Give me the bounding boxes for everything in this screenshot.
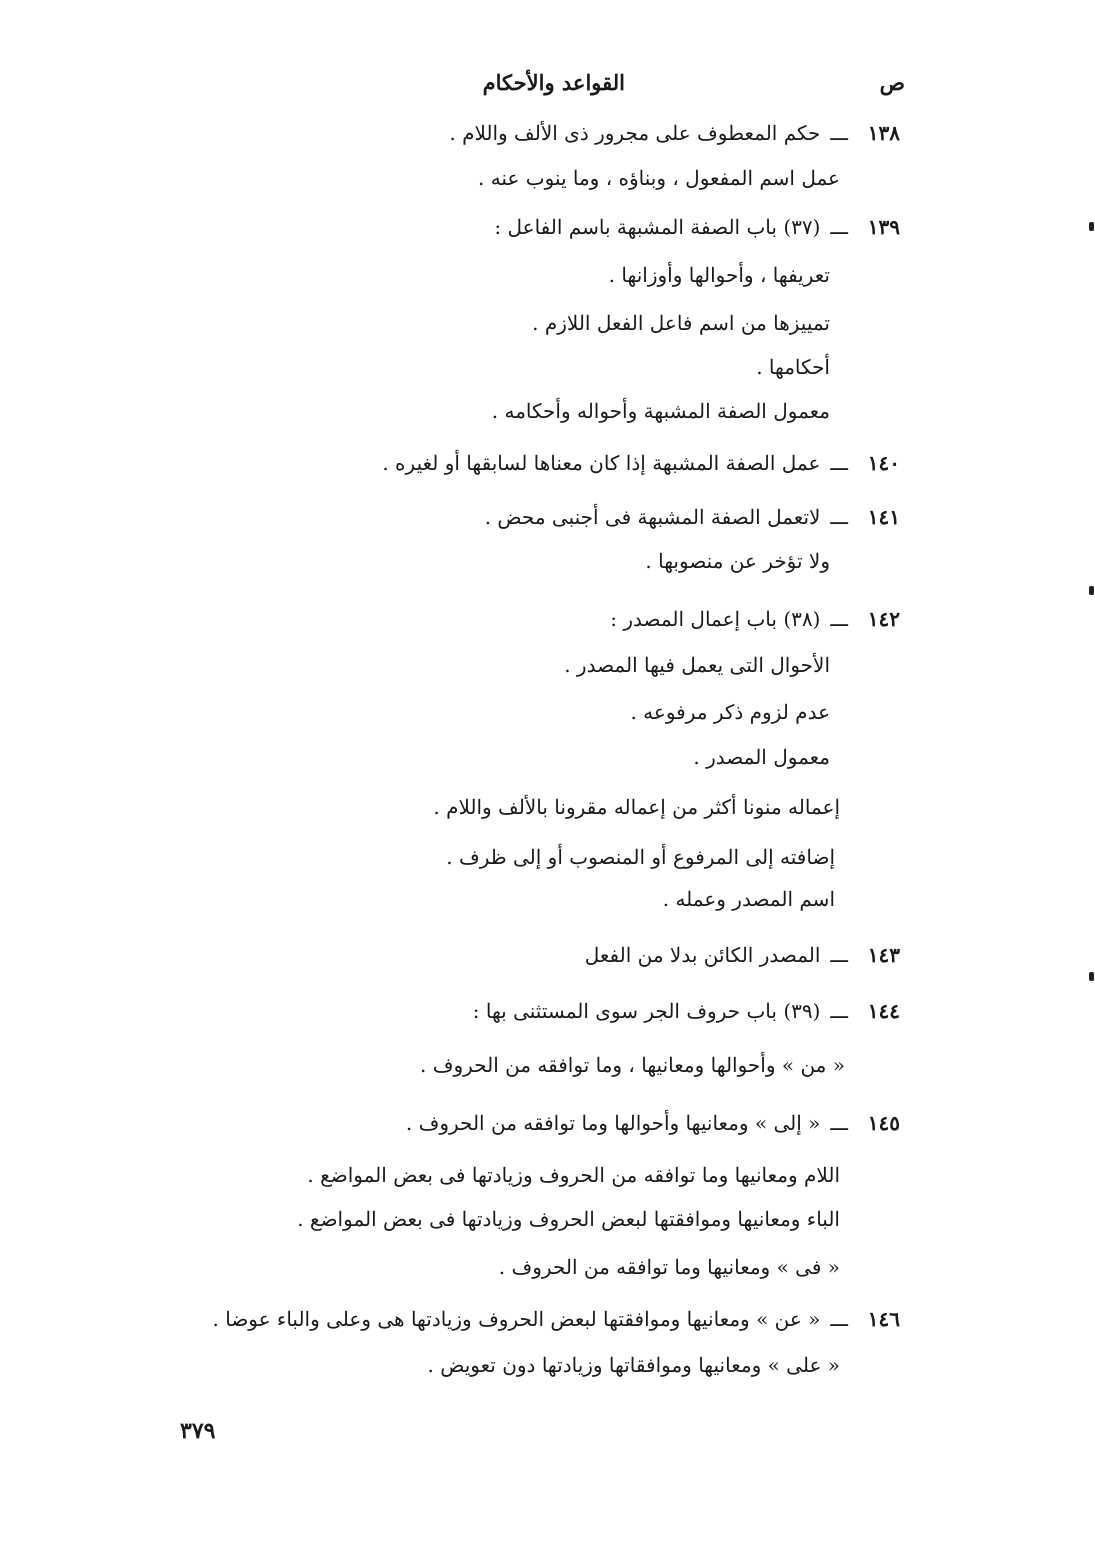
entry-number: ١٤٣ [867, 943, 900, 967]
entry-number: ١٤٠ [867, 451, 900, 475]
entry-text: (٣٧) باب الصفة المشبهة باسم الفاعل : [494, 215, 821, 239]
sub-item: أحكامها . [756, 355, 830, 379]
sub-item: الباء ومعانيها وموافقتها لبعض الحروف وزيادتها فى بعض المواضع . [297, 1207, 840, 1231]
sub-item: إضافته إلى المرفوع أو المنصوب أو إلى ظرف . [446, 845, 835, 869]
sub-item: الأحوال التى يعمل فيها المصدر . [564, 653, 830, 677]
entry-dash: ـــ [830, 999, 848, 1023]
sub-item: « من » وأحوالها ومعانيها ، وما توافقه من الحروف . [420, 1053, 845, 1077]
entry-number: ١٣٩ [867, 215, 900, 239]
sub-item: تعريفها ، وأحوالها وأوزانها . [608, 263, 830, 287]
entry-dash: ـــ [830, 943, 848, 967]
margin-mark [1089, 972, 1094, 981]
entry-144 [473, 996, 900, 1026]
entry-141 [485, 502, 900, 532]
margin-mark [1089, 222, 1094, 231]
sub-item: معمول الصفة المشبهة وأحواله وأحكامه . [491, 399, 830, 423]
entry-text: « إلى » ومعانيها وأحوالها وما توافقه من الحروف . [405, 1111, 821, 1135]
entry-138 [449, 118, 900, 148]
entry-139 [494, 212, 900, 242]
entry-142 [610, 604, 900, 634]
sub-item: عمل اسم المفعول ، وبناؤه ، وما ينوب عنه . [477, 166, 840, 190]
entry-number: ١٤٤ [867, 999, 900, 1023]
entry-dash: ـــ [830, 607, 848, 631]
entry-dash: ـــ [830, 121, 848, 145]
entry-text: المصدر الكائن بدلا من الفعل [584, 943, 821, 967]
header-column-label: ص [879, 70, 905, 95]
entry-text: « عن » ومعانيها وموافقتها لبعض الحروف وزيادتها هى وعلى والباء عوضا . [212, 1307, 821, 1331]
entry-dash: ـــ [830, 451, 848, 475]
entry-number: ١٤١ [867, 505, 900, 529]
sub-item: معمول المصدر . [693, 745, 830, 769]
sub-item: عدم لزوم ذكر مرفوعه . [630, 700, 830, 724]
page-number: ٣٧٩ [180, 1418, 216, 1444]
sub-item: اسم المصدر وعمله . [662, 887, 835, 911]
sub-item: ولا تؤخر عن منصوبها . [645, 549, 830, 573]
entry-145 [406, 1108, 900, 1138]
sub-item: اللام ومعانيها وما توافقه من الحروف وزيادتها فى بعض المواضع . [307, 1163, 840, 1187]
sub-item: تمييزها من اسم فاعل الفعل اللازم . [532, 311, 830, 335]
entry-text: (٣٨) باب إعمال المصدر : [610, 607, 821, 631]
entry-dash: ـــ [830, 505, 848, 529]
entry-number: ١٤٦ [867, 1307, 900, 1331]
entry-146 [213, 1304, 900, 1334]
entry-number: ١٤٢ [867, 607, 900, 631]
entry-dash: ـــ [830, 215, 848, 239]
entry-143 [585, 940, 900, 970]
sub-item: « على » ومعانيها وموافقاتها وزيادتها دون تعويض . [427, 1353, 840, 1377]
entry-140 [382, 448, 900, 478]
entry-dash: ـــ [830, 1307, 848, 1331]
entry-text: (٣٩) باب حروف الجر سوى المستثنى بها : [472, 999, 821, 1023]
header-title: القواعد والأحكام [482, 70, 625, 95]
entry-text: حكم المعطوف على مجرور ذى الألف واللام . [449, 121, 821, 145]
entry-dash: ـــ [830, 1111, 848, 1135]
entry-number: ١٤٥ [867, 1111, 900, 1135]
entry-text: عمل الصفة المشبهة إذا كان معناها لسابقها أو لغيره . [382, 451, 821, 475]
entry-number: ١٣٨ [867, 121, 900, 145]
sub-item: « فى » ومعانيها وما توافقه من الحروف . [498, 1255, 840, 1279]
sub-item: إعماله منونا أكثر من إعماله مقرونا بالألف واللام . [433, 795, 840, 819]
entry-text: لاتعمل الصفة المشبهة فى أجنبى محض . [484, 505, 821, 529]
margin-mark [1089, 586, 1094, 595]
